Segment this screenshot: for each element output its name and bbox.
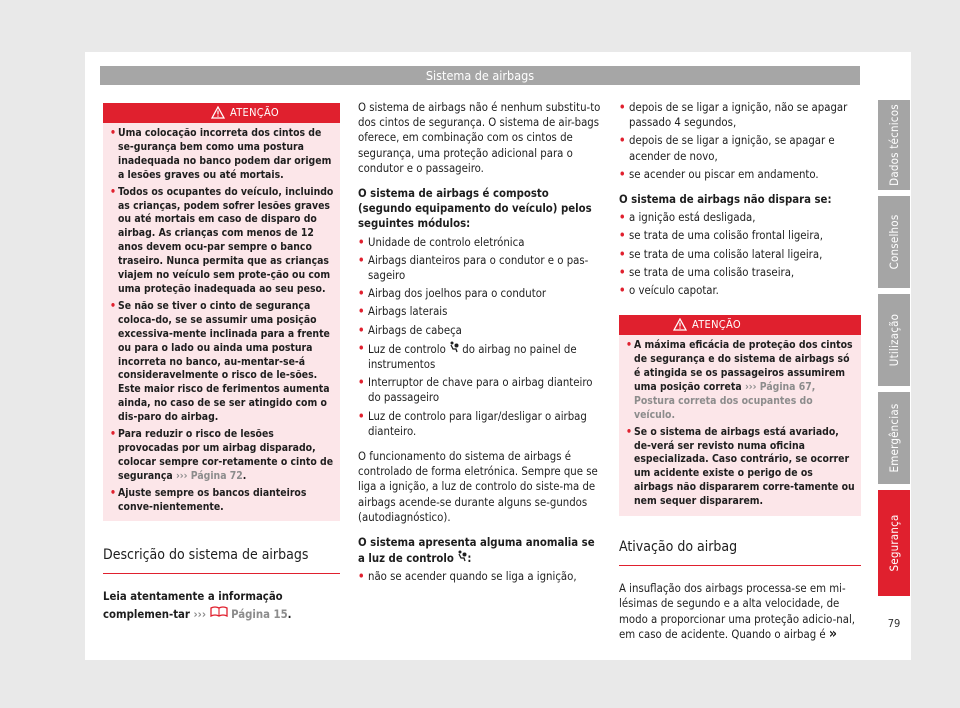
warning-triangle-icon	[673, 318, 687, 335]
tab-conselhos[interactable]	[878, 196, 910, 288]
list-item: • se trata de uma colisão traseira,	[619, 265, 861, 280]
page-number: 79	[887, 617, 901, 630]
tab-seguranca[interactable]	[878, 490, 910, 596]
list-item: • se trata de uma colisão lateral ligeira,	[619, 247, 861, 262]
warning-triangle-icon	[211, 106, 225, 123]
tab-emergencias[interactable]	[878, 392, 910, 484]
warning-body	[103, 123, 340, 521]
paragraph: O funcionamento do sistema de airbags é controlado de forma eletrónica. Sempre que se liga a ignição, a luz de controlo do siste-ma de airbags acende-se durante alguns se-gundos (autodiagnóstico).	[358, 450, 598, 524]
paragraph: O sistema de airbags não é nenhum substitu-to dos cintos de segurança. O sistema de air-bags oferece, em combinação com os cintos de segurança, uma proteção adicional para o condutor e o passageiro.	[358, 101, 601, 175]
intro-text: Leia atentamente a informação complemen-tar	[103, 590, 283, 621]
list-item: • Unidade de controlo eletrónica	[358, 235, 603, 250]
column-3	[619, 100, 861, 642]
list-item: • Airbags dianteiros para o condutor e o pas-sageiro	[358, 253, 603, 283]
list-item	[358, 341, 603, 372]
warning-item: • Se o sistema de airbags está avariado, de-verá ser revisto numa oficina especializada. Caso contrário, se ocorrer um acidente existe o perigo de os airbags não dispararem corre-tamente ou nem sequer dispararem.	[626, 426, 855, 509]
warning-header	[619, 315, 861, 335]
warning-label: ATENÇÃO	[692, 318, 741, 332]
list-item-text: Luz de controlo	[368, 342, 446, 356]
tab-label: Segurança	[887, 514, 901, 572]
warning-item: • Se não se tiver o cinto de segurança coloca-do, se se assumir uma posição excessiva-mente inclinada para a frente ou para o lado ou ainda uma postura incorreta no banco, au-mentar-se-á consideravelmente o risco de le-sões. Este maior risco de ferimentos aumenta ainda, no caso de se ser atingido com o dis-paro do airbag.	[110, 300, 334, 425]
warning-item	[626, 339, 855, 422]
book-icon	[210, 608, 228, 621]
page-reference-link[interactable]: ››› Página 15	[193, 607, 288, 621]
page-reference-text: Página 67, Postura correta dos ocupantes do veículo.	[634, 380, 816, 421]
warning-body	[619, 335, 861, 516]
page-reference-text: Página 15	[231, 607, 288, 621]
page-reference-link[interactable]: ››› Página 72	[175, 469, 243, 482]
tab-label: Utilização	[887, 313, 901, 367]
airbag-warning-light-icon	[449, 343, 459, 356]
page-reference-text: Página 72	[190, 469, 243, 482]
tab-label: Emergências	[887, 403, 901, 473]
list-item: • Interruptor de chave para o airbag dianteiro do passageiro	[358, 375, 603, 405]
list-item: • se acender ou piscar em andamento.	[619, 167, 861, 182]
warning-item: • Ajuste sempre os bancos dianteiros conve-nientemente.	[110, 487, 334, 515]
list-item: • depois de se ligar a ignição, não se apagar passado 4 segundos,	[619, 100, 861, 130]
column-1	[103, 103, 340, 622]
list-item: • se trata de uma colisão frontal ligeira,	[619, 228, 861, 243]
airbag-warning-light-icon	[457, 552, 467, 565]
page-header: Sistema de airbags	[100, 66, 860, 85]
list-item-text: do airbag no painel de instrumentos	[368, 342, 577, 372]
tab-utilizacao[interactable]	[878, 294, 910, 386]
warning-box	[619, 315, 861, 516]
page-reference-link[interactable]: ››› Página 67, Postura correta dos ocupantes do veículo.	[634, 380, 816, 421]
anomaly-heading: O sistema apresenta alguma anomalia se a luz de controlo :	[358, 536, 595, 566]
paragraph	[619, 581, 861, 642]
list-item: • Airbags laterais	[358, 304, 603, 319]
tab-label: Dados técnicos	[887, 104, 901, 186]
warning-item-text: A máxima eficácia de proteção dos cintos de segurança e do sistema de airbags só é atingida se os passageiros assumirem uma posição correta	[634, 339, 853, 393]
column-2	[358, 100, 603, 585]
list-item: • a ignição está desligada,	[619, 210, 861, 225]
warning-item-text: Para reduzir o risco de lesões provocadas por um airbag disparado, colocar sempre cor-retamente o cinto de segurança	[118, 428, 334, 482]
list-item: • Luz de controlo para ligar/desligar o airbag dianteiro.	[358, 409, 603, 439]
warning-item: • Todos os ocupantes do veículo, incluindo as crianças, podem sofrer lesões graves ou até mortais em caso de disparo do airbag. As crianças com menos de 12 anos devem ocu-par sempre o banco traseiro. Nunca permita que as crianças viajem no veículo sem prote-ção ou com uma proteção inadequada ao seu peso.	[110, 186, 334, 297]
continue-arrow-icon: »	[828, 625, 838, 642]
tab-label: Conselhos	[887, 214, 901, 270]
section-title: Ativação do airbag	[619, 539, 738, 556]
list-item: • Airbags de cabeça	[358, 323, 603, 338]
warning-item: • Para reduzir o risco de lesões provocadas por um airbag disparado, colocar sempre cor-retamente o cinto de segurança ››› Página 72.	[110, 428, 334, 484]
list-item: • Airbag dos joelhos para o condutor	[358, 286, 603, 301]
list-item: • não se acender quando se liga a ignição,	[358, 569, 603, 584]
list-item: • o veículo capotar.	[619, 283, 861, 298]
modules-heading: O sistema de airbags é composto (segundo equipamento do veículo) pelos seguintes módulos:	[358, 187, 592, 231]
section-intro: Leia atentamente a informação complemen-tar ››› Página 15.	[103, 590, 292, 621]
warning-header	[103, 103, 340, 123]
list-item: • depois de se ligar a ignição, se apagar e acender de novo,	[619, 133, 861, 163]
warning-box	[103, 103, 340, 521]
warning-label: ATENÇÃO	[230, 106, 279, 119]
warning-item: • Uma colocação incorreta dos cintos de se-gurança bem como uma postura inadequada no banco podem dar origem a lesões graves ou até mortais.	[110, 127, 334, 183]
tab-dados-tecnicos[interactable]	[878, 100, 910, 190]
anomaly-heading-text: O sistema apresenta alguma anomalia se a luz de controlo	[358, 536, 595, 566]
no-trigger-heading: O sistema de airbags não dispara se:	[619, 193, 832, 207]
section-title: Descrição do sistema de airbags	[103, 547, 309, 564]
paragraph-text: A insuflação dos airbags processa-se em mi-lésimas de segundo e a alta velocidade, de modo a proporcionar uma proteção adicio-nal, em caso de acidente. Quando o airbag é	[619, 582, 855, 641]
